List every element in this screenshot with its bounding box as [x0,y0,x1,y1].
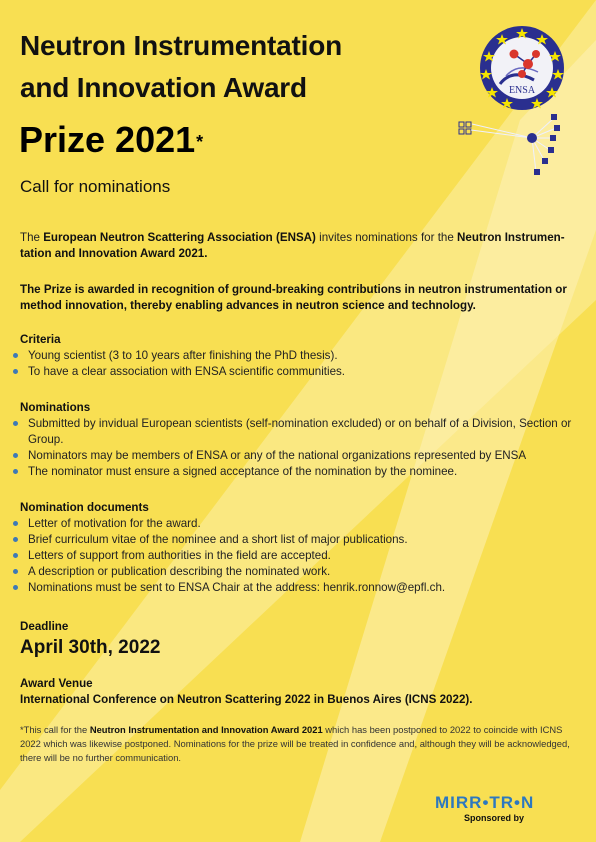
title-line-2: and Innovation Award [20,72,307,103]
list-item: Brief curriculum vitae of the nominee and a short list of major publications. [20,532,580,548]
documents-section [20,500,580,596]
list-item: Letters of support from authorities in the field are accepted. [20,548,580,564]
deadline-date: April 30th, 2022 [20,637,161,658]
ensa-logo [478,24,566,117]
bullet-icon [13,369,18,374]
venue-label: Award Venue [20,677,93,690]
bullet-icon [13,569,18,574]
bullet-icon [13,553,18,558]
list-item: Young scientist (3 to 10 years after finishing the PhD thesis). [20,348,580,364]
nominations-section [20,400,580,480]
prize-year: Prize 2021* [19,119,204,160]
bullet-icon [13,453,18,458]
bullet-icon [13,537,18,542]
criteria-heading: Criteria [20,333,61,346]
title-line-1: Neutron Instrumentation [20,30,343,61]
call-for-nominations: Call for nominations [20,177,171,196]
ensa-logo-text: ENSA [508,85,536,96]
bullet-icon [13,585,18,590]
list-item: Nominations must be sent to ENSA Chair at the address: henrik.ronnow@epfl.ch. [20,580,580,596]
scattering-diagram-icon [456,110,566,185]
bullet-icon [13,421,18,426]
list-item: A description or publication describing the nominated work. [20,564,580,580]
bullet-icon [13,469,18,474]
footnote: *This call for the Neutron Instrumentation and Innovation Award 2021 which has been postponed to 2022 to coincide with ICNS 2022 which was likewise postponed. Nominations for the prize will be treated in confidence and, although they will be acknowledged, there will be no further communication. [20,724,570,763]
list-item: To have a clear association with ENSA scientific communities. [20,364,580,380]
prize-description: The Prize is awarded in recognition of ground-breaking contributions in neutron instrumentation or method innovation, thereby enabling advances in neutron science and technology. [20,283,567,312]
list-item: Nominators may be members of ENSA or any of the national organizations represented by ENSA [20,448,580,464]
deadline-label: Deadline [20,620,69,633]
nominations-heading: Nominations [20,401,91,414]
intro-paragraph: The European Neutron Scattering Association (ENSA) invites nominations for the Neutron Instrumen-tation and Innovation Award 2021. [20,231,565,260]
venue-text: International Conference on Neutron Scattering 2022 in Buenos Aires (ICNS 2022). [20,693,473,706]
documents-heading: Nomination documents [20,501,149,514]
list-item: The nominator must ensure a signed acceptance of the nomination by the nominee. [20,464,580,480]
bullet-icon [13,521,18,526]
list-item: Letter of motivation for the award. [20,516,580,532]
prize-asterisk: * [196,132,204,152]
mirrotron-logo: MIRR•TR•N [435,793,535,812]
sponsored-by-label: Sponsored by [464,813,525,823]
bullet-icon [13,353,18,358]
award-venue [20,676,580,708]
criteria-section [20,332,580,380]
list-item: Submitted by invidual European scientists (self-nomination excluded) or on behalf of a Division, Section or Group. [20,416,580,448]
